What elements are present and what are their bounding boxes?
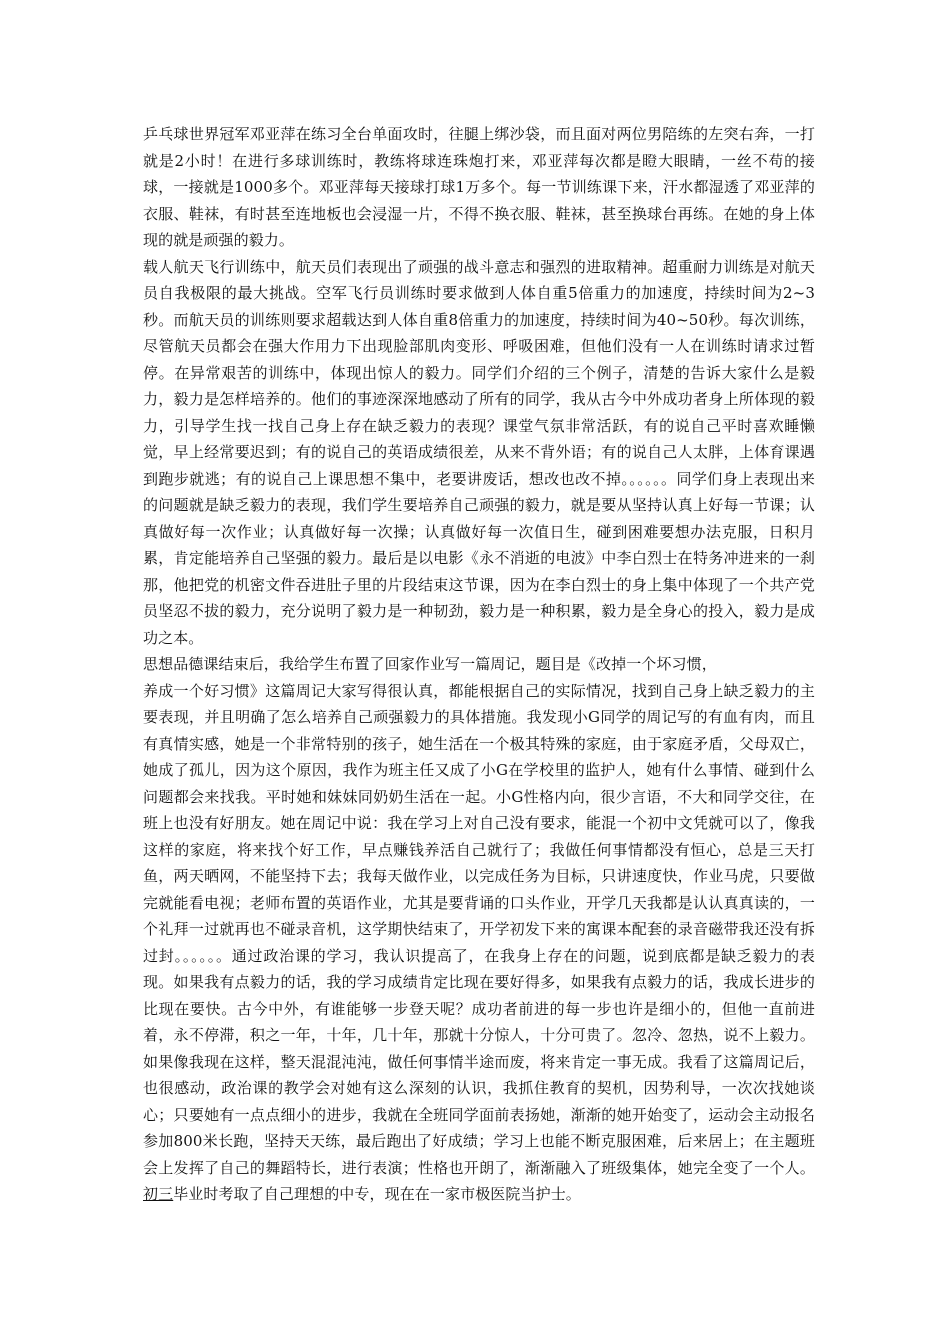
document-body: [143, 121, 815, 1208]
paragraph-astronaut-training: 载人航天飞行训练中，航天员们表现出了顽强的战斗意志和强烈的进取精神。超重耐力训练是对航天员自我极限的最大挑战。空军飞行员训练时要求做到人体自重5倍重力的加速度，持续时间为2~3秒。而航天员的训练则要求超载达到人体自重8倍重力的加速度，持续时间为40~50秒。每次训练，尽管航天员都会在强大作用力下出现脸部肌肉变形、呼吸困难，但他们没有一人在训练时请求过暂停。在异常艰苦的训练中，体现出惊人的毅力。同学们介绍的三个例子，清楚的告诉大家什么是毅力，毅力是怎样培养的。他们的事迹深深地感动了所有的同学，我从古今中外成功者身上所体现的毅力，引导学生找一找自己身上存在缺乏毅力的表现？课堂气氛非常活跃，有的说自己平时喜欢睡懒觉，早上经常要迟到；有的说自己的英语成绩很差，从来不背外语；有的说自己人太胖，上体育课遇到跑步就逃；有的说自己上课思想不集中，老要讲废话，想改也改不掉。。。。。。同学们身上表现出来的问题就是缺乏毅力的表现，我们学生要培养自己顽强的毅力，就是要从坚持认真上好每一节课；认真做好每一次作业；认真做好每一次操；认真做好每一次值日生，碰到困难要想办法克服，日积月累，肯定能培养自己坚强的毅力。最后是以电影《永不消逝的电波》中李白烈士在特务冲进来的一刹那，他把党的机密文件吞进肚子里的片段结束这节课，因为在李白烈士的身上集中体现了一个共产党员坚忍不拔的毅力，充分说明了毅力是一种韧劲，毅力是一种积累，毅力是全身心的投入，毅力是成功之本。: [143, 257, 815, 647]
grade-link[interactable]: 初三: [143, 1185, 174, 1203]
journal-ending: 毕业时考取了自己理想的中专，现在在一家市极医院当护士。: [173, 1185, 581, 1203]
paragraph-homework-intro: 思想品德课结束后，我给学生布置了回家作业写一篇周记，题目是《改掉一个坏习惯，: [143, 655, 717, 673]
paragraph-deng-yaping: 乒乓球世界冠军邓亚萍在练习全台单面攻时，往腿上绑沙袋，而且面对两位男陪练的左突右奔，一打就是2小时！在进行多球训练时，教练将球连珠炮打来，邓亚萍每次都是瞪大眼睛，一丝不苟的接球，一接就是1000多个。邓亚萍每天接球打球1万多个。每一节训练课下来，汗水都湿透了邓亚萍的衣服、鞋袜，有时甚至连地板也会浸湿一片，不得不换衣服、鞋袜，甚至换球台再练。在她的身上体现的就是顽强的毅力。: [143, 125, 815, 249]
paragraph-weekly-journal: [143, 678, 815, 1208]
journal-text: 养成一个好习惯》这篇周记大家写得很认真，都能根据自己的实际情况，找到自己身上缺乏毅力的主要表现，并且明确了怎么培养自己顽强毅力的具体措施。我发现小G同学的周记写的有血有肉，而且有真情实感，她是一个非常特别的孩子，她生活在一个极其特殊的家庭，由于家庭矛盾，父母双亡，她成了孤儿，因为这个原因，我作为班主任又成了小G在学校里的监护人，她有什么事情、碰到什么问题都会来找我。平时她和妹妹同奶奶生活在一起。小G性格内向，很少言语，不大和同学交往，在班上也没有好朋友。她在周记中说：我在学习上对自己没有要求，能混一个初中文凭就可以了，像我这样的家庭，将来找个好工作，早点赚钱养活自己就行了；我做任何事情都没有恒心，总是三天打鱼，两天晒网，不能坚持下去；我每天做作业，以完成任务为目标，只讲速度快，作业马虎，只要做完就能看电视；老师布置的英语作业，尤其是要背诵的口头作业，开学几天我都是认认真真读的，一个礼拜一过就再也不碰录音机，这学期快结束了，开学初发下来的寓课本配套的录音磁带我还没有拆过封。。。。。。通过政治课的学习，我认识提高了，在我身上存在的问题，说到底都是缺乏毅力的表现。如果我有点毅力的话，我的学习成绩肯定比现在要好得多，如果我有点毅力的话，我成长进步的比现在要快。古今中外，有谁能够一步登天呢？成功者前进的每一步也许是细小的，但他一直前进着，永不停滞，积之一年，十年，几十年，那就十分惊人，十分可贵了。忽冷、忽热，说不上毅力。如果像我现在这样，整天混混沌沌，做任何事情半途而废，将来肯定一事无成。我看了这篇周记后，也很感动，政治课的教学会对她有这么深刻的认识，我抓住教育的契机，因势利导，一次次找她谈心；只要她有一点点细小的进步，我就在全班同学面前表扬她，渐渐的她开始变了，运动会主动报名参加800米长跑，坚持天天练，最后跑出了好成绩；学习上也能不断克服困难，后来居上；在主题班会上发挥了自己的舞蹈特长，进行表演；性格也开朗了，渐渐融入了班级集体，她完全变了一个人。: [143, 681, 815, 1177]
